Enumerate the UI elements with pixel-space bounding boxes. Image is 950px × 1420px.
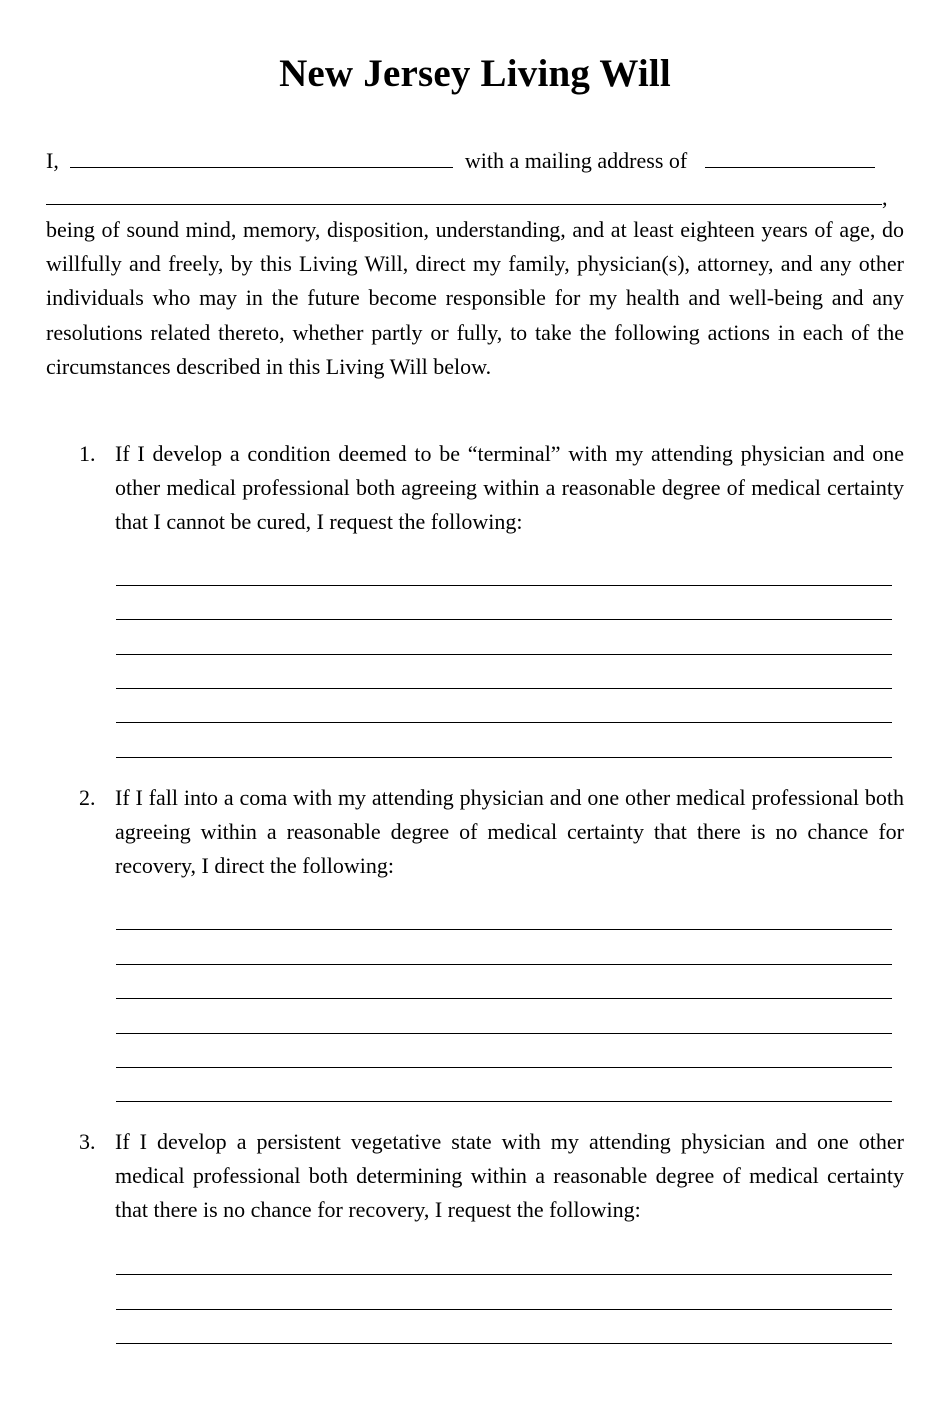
fill-line — [116, 722, 892, 723]
intro-line-2 — [46, 183, 906, 213]
intro-comma: , — [882, 185, 888, 210]
item-text: If I develop a condition deemed to be “terminal” with my attending physician and one other medical professional both agreeing within a reasonable degree of medical certainty that I cannot be cured, I request the following: — [115, 441, 904, 535]
fill-line — [116, 929, 892, 930]
fill-line — [116, 654, 892, 655]
item-number: 1. — [79, 441, 96, 466]
fill-line — [116, 757, 892, 758]
item-text: If I fall into a coma with my attending physician and one other medical professional both agreeing within a reasonable degree of medical certainty that there is no chance for recovery, I direct the following: — [115, 785, 904, 879]
intro-line-1 — [46, 146, 906, 176]
intro-prefix: I, — [46, 148, 59, 173]
fill-line — [116, 1309, 892, 1310]
fill-line — [116, 1067, 892, 1068]
fill-line — [116, 1101, 892, 1102]
fill-line — [116, 585, 892, 586]
fill-line — [116, 998, 892, 999]
intro-mailing-label: with a mailing address of — [464, 148, 688, 173]
fill-line — [116, 688, 892, 689]
item-number: 2. — [79, 785, 96, 810]
fill-line — [116, 1033, 892, 1034]
fill-line — [116, 1274, 892, 1275]
item-text: If I develop a persistent vegetative state with my attending physician and one other medical professional both determining within a reasonable degree of medical certainty that there is no chance for recovery, I request the following: — [115, 1129, 904, 1223]
fill-line — [116, 964, 892, 965]
name-field[interactable] — [70, 147, 453, 168]
fill-line — [116, 619, 892, 620]
item-number: 3. — [79, 1129, 96, 1154]
mailing-address-field-1[interactable] — [705, 147, 875, 168]
fill-line — [116, 1343, 892, 1344]
mailing-address-field-2[interactable] — [46, 184, 882, 205]
intro-paragraph: being of sound mind, memory, disposition, understanding, and at least eighteen years of age, do willfully and freely, by this Living Will, direct my family, physician(s), attorney, and any other individuals who may in the future become responsible for my health and well-being and any resolutions related thereto, whether partly or fully, to take the following actions in each of the circumstances described in this Living Will below. — [46, 217, 904, 379]
document-title: New Jersey Living Will — [279, 52, 671, 95]
